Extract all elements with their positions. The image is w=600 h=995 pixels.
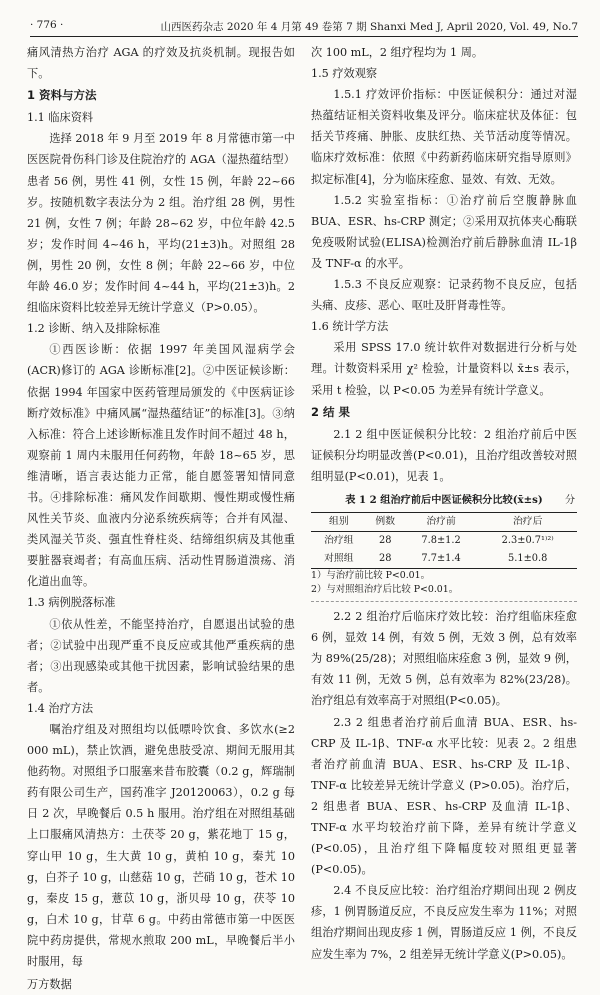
table-cell: 5.1±0.8 — [508, 553, 548, 565]
subsection-heading: 1.4 治疗方法 — [27, 701, 94, 715]
table-1 — [311, 490, 577, 602]
paragraph: 痛风清热方治疗 AGA 的疗效及抗炎机制。现报告如下。 — [27, 46, 295, 81]
subsection-heading: 1.1 临床资料 — [27, 111, 94, 125]
subsection-heading: 1.6 统计学方法 — [311, 320, 389, 334]
paragraph: 2.3 2 组患者治疗前后血清 BUA、ESR、hs-CRP 及 IL-1β、TNF-α 水平比较：见表 2。2 组患者治疗前血清 BUA、ESR、hs-CRP 及 IL-1β、TNF-α 比较差异无统计学意义 (P>0.05)。治疗后，2 组患者 BUA、ESR、hs-CRP 及血清 IL-1β、TNF-α 水平均较治疗前下降，差异有统计学意义(P<0.05)，且治疗组下降幅度较对照组更显著(P<0.05)。 — [311, 715, 577, 877]
column-header: 组别 — [329, 516, 349, 528]
table-cell: 治疗组 — [324, 535, 354, 547]
right-column — [311, 42, 577, 965]
column-header: 治疗后 — [512, 516, 543, 528]
table-cell: 28 — [378, 553, 392, 565]
subsection-heading: 1.5 疗效观察 — [311, 67, 378, 81]
table-cell: 7.8±1.2 — [421, 535, 461, 547]
column-header: 治疗前 — [426, 516, 456, 528]
paragraph: ①西医诊断：依据 1997 年美国风湿病学会(ACR)修订的 AGA 诊断标准[2]。②中医证候诊断：依据 1994 年国家中医药管理局颁发的《中医病证诊断疗效标准》中痛风属“湿热蕴结证”的标准[3]。③纳入标准：符合上述诊断标准且发作时间不超过 48 h，观察前 1 周内未服用任何药物，年龄 18~65 岁，思维清晰，语言表达能力正常，能自愿签署知情同意书。④排除标准：痛风发作间歇期、慢性期或慢性痛风性关节炎、血液内分泌系统疾病等；合并有风湿、类风湿关节炎、强直性脊柱炎、结缔组织病及其他重要脏器衰竭者；有高血压病、活动性胃肠道溃疡、消化道出血等。 — [27, 343, 295, 589]
subsection-heading: 1.2 诊断、纳入及排除标准 — [27, 322, 161, 336]
table-cell: 7.7±1.4 — [421, 553, 461, 565]
watermark-footer: 万方数据 — [27, 978, 72, 992]
paragraph: 2.2 2 组治疗后临床疗效比较：治疗组临床痊愈 6 例，显效 14 例，有效 5 例，无效 3 例，总有效率为 89%(25/28)；对照组临床痊愈 3 例，显效 9 例，有效 11 例，无效 5 例，总有效率为 82%(23/28)。治疗组总有效率高于对照组(P<0.05)。 — [311, 610, 577, 708]
journal-citation: 山西医药杂志 2020 年 4 月第 49 卷第 7 期 Shanxi Med J, April 2020, Vol. 49, No.7 — [160, 21, 578, 33]
subsection-heading: 1.3 病例脱落标准 — [27, 596, 116, 610]
paragraph: 1.5.1 疗效评价指标：中医证候积分：通过对湿热蕴结证相关资料收集及评分。临床症状及体征：包括关节疼痛、肿胀、皮肤红热、关节活动度等情况。临床疗效标准：依照《中药新药临床研究指导原则》拟定标准[4]，分为临床痊愈、显效、有效、无效。 — [311, 88, 577, 186]
score-table — [311, 512, 577, 569]
paragraph: 选择 2018 年 9 月至 2019 年 8 月常德市第一中医医院骨伤科门诊及住院治疗的 AGA（湿热蕴结型）患者 56 例，男性 41 例，女性 15 例，年龄 22~66 岁。按随机数字表法分为 2 组。治疗组 28 例，男性 21 例，女性 7 例；年龄 28~62 岁，中位年龄 42.5 岁；发作时间 4~46 h，平均(21±3)h。对照组 28 例，男性 20 例，女性 8 例；年龄 22~66 岁，中位年龄 46.0 岁；发作时间 4~44 h，平均(21±3)h。2 组临床资料比较差异无统计学意义（P>0.05）。 — [27, 132, 295, 315]
table-cell: 28 — [378, 535, 392, 547]
paragraph: 1.5.3 不良反应观察：记录药物不良反应，包括头痛、皮疹、恶心、呕吐及肝肾毒性等。 — [311, 278, 577, 313]
paragraph: 次 100 mL，2 组疗程均为 1 周。 — [311, 46, 484, 59]
paragraph: ①依从性差，不能坚持治疗，自愿退出试验的患者；②试验中出现严重不良反应或其他严重疾病的患者；③出现感染或其他干扰因素，影响试验结果的患者。 — [27, 617, 295, 694]
table-note: 1）与治疗前比较 P<0.01。 — [311, 570, 430, 582]
section-heading: 1 资料与方法 — [27, 88, 97, 103]
paragraph: 嘱治疗组及对照组均以低嘌呤饮食、多饮水(≥2 000 mL)，禁止饮酒，避免患肢受凉、期间无服用其他药物。对照组予口服塞来昔布胶囊（0.2 g，辉瑞制药有限公司生产，国药准字 J20120063），0.2 g 每日 2 次，早晚餐后 0.5 h 服用。治疗组在对照组基础上口服痛风清热方：土茯苓 20 g，紫花地丁 15 g，穿山甲 10 g，生大黄 10 g，黄柏 10 g，秦艽 10 g，白芥子 10 g，山慈菇 10 g，芒硝 10 g，苍术 10 g，秦皮 15 g，薏苡 10 g，浙贝母 10 g，茯苓 10 g，白术 10 g，甘草 6 g。中药由常德市第一中医医院中药房提供，常规水煎取 200 mL，早晚餐后半小时服用，每 — [27, 723, 295, 969]
paragraph: 2.1 2 组中医证候积分比较：2 组治疗前后中医证候积分均明显改善(P<0.01)，且治疗组改善较对照组明显(P<0.01)，见表 1。 — [311, 427, 577, 483]
left-column — [27, 42, 295, 995]
paragraph: 1.5.2 实验室指标：①治疗前后空腹静脉血 BUA、ESR、hs-CRP 测定；②采用双抗体夹心酶联免疫吸附试验(ELISA)检测治疗前后静脉血清 IL-1β 及 TNF-α 的水平。 — [311, 193, 577, 270]
table-row — [311, 532, 577, 551]
table-title — [311, 490, 577, 511]
table-note: 2）与对照组治疗后比较 P<0.01。 — [311, 584, 459, 596]
paragraph: 2.4 不良反应比较：治疗组治疗期间出现 2 例皮疹，1 例胃肠道反应，不良反应发生率为 11%；对照组治疗期间出现皮疹 1 例，胃肠道反应 1 例，不良反应发生率为 7%，2 组差异无统计学意义(P>0.05)。 — [311, 884, 577, 961]
table-header-row — [311, 513, 577, 532]
page-number: · 776 · — [30, 19, 64, 31]
section-heading: 2 结 果 — [311, 404, 351, 419]
paragraph: 采用 SPSS 17.0 统计软件对数据进行分析与处理。计数资料采用 χ² 检验，计量资料以 x̄±s 表示，采用 t 检验，以 P<0.05 为差异有统计学意义。 — [311, 341, 577, 397]
table-cell: 2.3±0.7¹⁾²⁾ — [501, 535, 554, 547]
table-cell: 对照组 — [324, 553, 354, 565]
table-caption: 表 1 2 组治疗前后中医证候积分比较(x̄±s) — [345, 493, 543, 506]
table-divider — [311, 601, 577, 602]
table-row — [311, 550, 577, 569]
table-unit: 分 — [564, 494, 575, 506]
column-header: 例数 — [375, 516, 396, 528]
running-header — [30, 14, 578, 37]
